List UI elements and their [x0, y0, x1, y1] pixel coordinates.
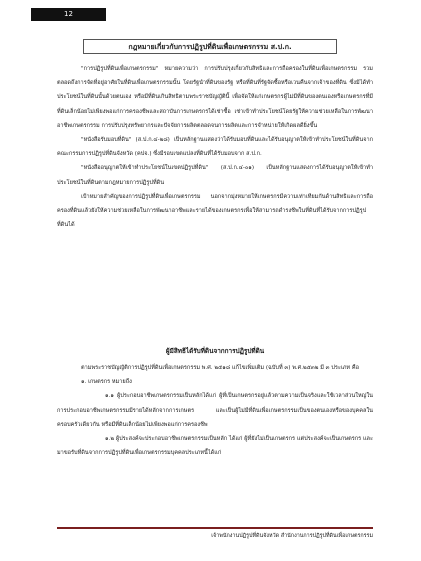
section1-body	[57, 62, 373, 232]
section-heading: ผู้มีสิทธิได้รับที่ดินจากการปฏิรูปที่ดิน	[165, 347, 265, 355]
paragraph-item-1-2: ๑.๒ ผู้ประสงค์จะประกอบอาชีพเกษตรกรรมเป็นหลัก ได้แก่ ผู้ที่ยังไม่เป็นเกษตรกร แต่ประสงค์จะเป็นเกษตรกร และมาขอรับที่ดินจากการปฏิรูปที่ดินเพื่อเกษตรกรรมบุคคลประเภทนี้ได้แก่	[57, 436, 373, 457]
page-title: กฎหมายเกี่ยวกับการปฏิรูปที่ดินเพื่อเกษตรกรรม ส.ป.ก.	[83, 39, 337, 54]
section2-body	[57, 361, 373, 460]
paragraph-definition-land-certificate: "หนังสือรับมอบที่ดิน" (ส.ป.ก.๔-๒๘) เป็นหลักฐานแสดงว่าได้รับมอบที่ดินและได้รับอนุญาตให้เข้าทำประโยชน์ในที่ดินจากคณะกรรมการปฏิรูปที่ดินจังหวัด (คปจ.) ซึ่งมีรอบเขตแปลงที่ดินที่ได้รับมอบจาก ส.ป.ก.	[57, 137, 373, 158]
paragraph-act-reference: ตามพระราชบัญญัติการปฏิรูปที่ดินเพื่อเกษตรกรรม พ.ศ. ๒๕๑๘ แก้ไขเพิ่มเติม (ฉบับที่ ๓) พ.ศ.๒๕๓๒ มี ๓ ประเภท คือ	[81, 365, 359, 371]
page-number-tab: 12	[31, 8, 106, 21]
paragraph-farmer-heading: ๑. เกษตรกร หมายถึง	[81, 379, 132, 386]
footer-text: เจ้าพนักงานปฏิรูปที่ดินจังหวัด สำนักงานการปฏิรูปที่ดินเพื่อเกษตรกรรม	[211, 533, 373, 539]
paragraph-item-1-1: ๑.๑ ผู้ประกอบอาชีพเกษตรกรรมเป็นหลักได้แก่ ผู้ที่เป็นเกษตรกรอยู่แล้วตามความเป็นจริงและใช้เวลาส่วนใหญ่ในการประกอบอาชีพเกษตรกรรมมีรายได้หลักจากการเกษตร และเป็นผู้ไม่มีที่ดินเพื่อเกษตรกรรมเป็นของตนเองหรือของบุคคลในครอบครัวเดียวกัน หรือมีที่ดินเล็กน้อยไม่เพียงพอแก่การครองชีพ	[57, 393, 373, 428]
paragraph-definition-permit: "หนังสืออนุญาตให้เข้าทำประโยชน์ในเขตปฏิรูปที่ดิน" (ส.ป.ก.๔-๐๑) เป็นหลักฐานแสดงการได้รับอนุญาตให้เข้าทำประโยชน์ในที่ดินตามกฎหมายการปฏิรูปที่ดิน	[57, 165, 373, 186]
paragraph-goal: เป้าหมายสำคัญของการปฏิรูปที่ดินเพื่อเกษตรกรรม นอกจากมุ่งหมายให้เกษตรกรมีความเท่าเทียมกันด้านสิทธิและการถือครองที่ดินแล้วยังให้ความช่วยเหลือในการพัฒนาอาชีพและรายได้ของเกษตรกรเพื่อให้สามารถดำรงชีพในที่ดินที่ได้รับจากการปฏิรูปที่ดินได้	[57, 193, 373, 229]
footer-divider	[57, 527, 373, 529]
paragraph-definition-land-reform: "การปฏิรูปที่ดินเพื่อเกษตรกรรม" หมายความว่า การปรับปรุงเกี่ยวกับสิทธิและการถือครองในที่ดินเพื่อเกษตรกรรม รวมตลอดถึงการจัดที่อยู่อาศัยในที่ดินเพื่อเกษตรกรรมนั้น โดยรัฐนำที่ดินของรัฐ หรือที่ดินที่รัฐจัดซื้อหรือเวนคืนจากเจ้าของที่ดิน ซึ่งมิได้ทำประโยชน์ในที่ดินนั้นด้วยตนเอง หรือมีที่ดินเกินสิทธิตามพระราชบัญญัตินี้ เพื่อจัดให้แก่เกษตรกรผู้ไม่มีที่ดินของตนเองหรือเกษตรกรที่มีที่ดินเล็กน้อยไม่เพียงพอแก่การครองชีพและสถาบันการเกษตรกรได้เช่าซื้อ เช่าเข้าทำประโยชน์โดยรัฐให้ความช่วยเหลือในการพัฒนาอาชีพเกษตรกรรม การปรับปรุงทรัพยากรและปัจจัยการผลิตตลอดจนการผลิตและการจำหน่ายให้เกิดผลดียิ่งขึ้น	[57, 66, 373, 129]
